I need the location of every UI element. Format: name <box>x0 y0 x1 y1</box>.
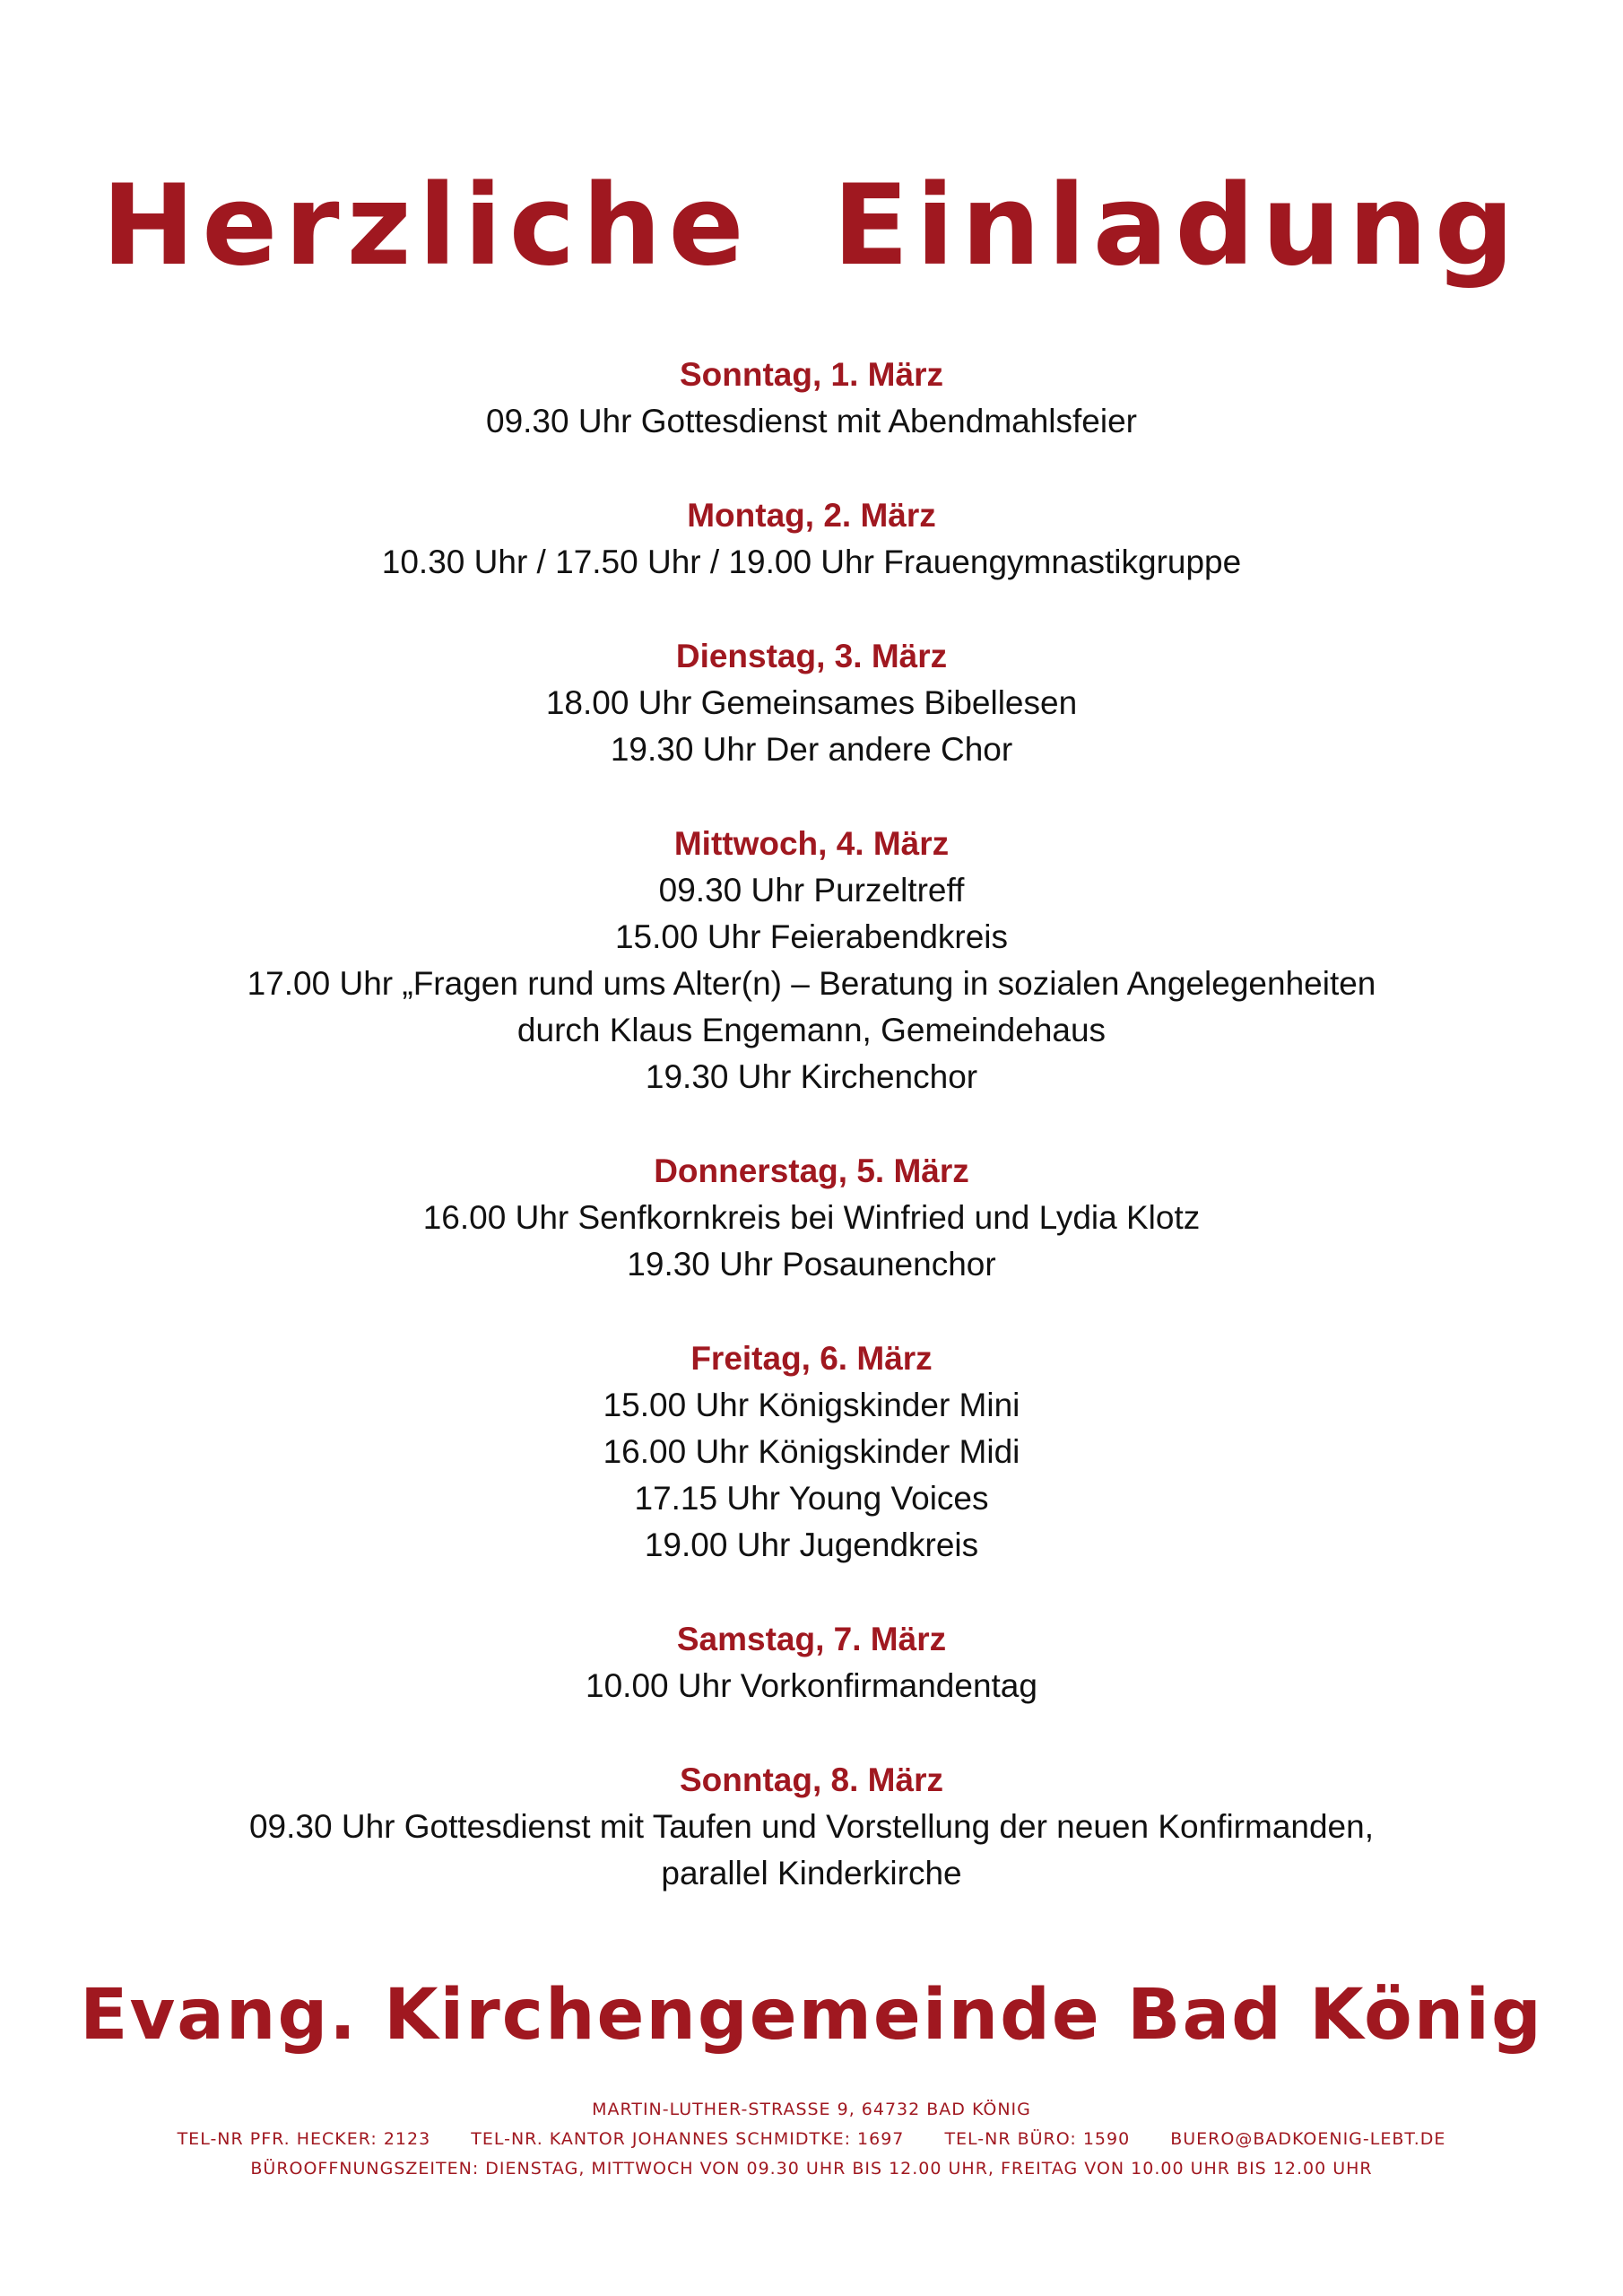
contact-block <box>0 2095 1623 2184</box>
event-line: parallel Kinderkirche <box>661 1855 962 1892</box>
day-title: Sonntag, 1. März <box>680 356 943 393</box>
day-title: Donnerstag, 5. März <box>654 1152 969 1189</box>
address: MARTIN-LUTHER-STRASSE 9, 64732 BAD KÖNIG <box>592 2100 1031 2119</box>
day-title: Freitag, 6. März <box>690 1340 933 1377</box>
day-block <box>0 1757 1623 1897</box>
page-title: Herzliche Einladung <box>101 161 1522 291</box>
phone-pastor: TEL-NR PFR. HECKER: 2123 <box>177 2129 431 2149</box>
event-line: 17.15 Uhr Young Voices <box>634 1480 989 1517</box>
weekly-schedule <box>0 352 1623 1944</box>
email-link[interactable]: BUERO@BADKOENIG-LEBT.DE <box>1170 2129 1446 2149</box>
day-block <box>0 1616 1623 1709</box>
day-block <box>0 492 1623 586</box>
event-line: durch Klaus Engemann, Gemeindehaus <box>516 1012 1107 1048</box>
event-line: 18.00 Uhr Gemeinsames Bibellesen <box>545 684 1078 721</box>
day-block <box>0 633 1623 773</box>
event-line: 17.00 Uhr „Fragen rund ums Alter(n) – Beratung in sozialen Angelegenheiten <box>247 965 1376 1002</box>
office-hours-row <box>0 2154 1623 2184</box>
phone-cantor: TEL-NR. KANTOR JOHANNES SCHMIDTKE: 1697 <box>471 2129 905 2149</box>
event-line: 19.30 Uhr Der andere Chor <box>610 731 1013 768</box>
event-line: 09.30 Uhr Purzeltreff <box>658 872 965 909</box>
day-block <box>0 821 1623 1100</box>
event-line: 10.00 Uhr Vorkonfirmandentag <box>586 1667 1037 1704</box>
event-line: 09.30 Uhr Gottesdienst mit Taufen und Vorstellung der neuen Konfirmanden, <box>248 1808 1374 1845</box>
event-line: 19.30 Uhr Kirchenchor <box>645 1058 978 1095</box>
event-line: 15.00 Uhr Feierabendkreis <box>614 918 1009 955</box>
day-title: Dienstag, 3. März <box>675 638 948 674</box>
day-title: Samstag, 7. März <box>676 1621 947 1657</box>
phone-office: TEL-NR BÜRO: 1590 <box>944 2129 1131 2149</box>
event-line: 09.30 Uhr Gottesdienst mit Abendmahlsfeier <box>486 403 1137 439</box>
event-line: 15.00 Uhr Königskinder Mini <box>603 1387 1020 1423</box>
day-title: Montag, 2. März <box>687 497 936 534</box>
address-row <box>0 2095 1623 2125</box>
event-line: 16.00 Uhr Senfkornkreis bei Winfried und Lydia Klotz <box>422 1199 1201 1236</box>
day-block <box>0 1335 1623 1569</box>
event-line: 16.00 Uhr Königskinder Midi <box>603 1433 1020 1470</box>
day-block <box>0 352 1623 445</box>
day-title: Mittwoch, 4. März <box>673 825 950 862</box>
event-line: 10.30 Uhr / 17.50 Uhr / 19.00 Uhr Frauengymnastikgruppe <box>381 544 1242 580</box>
day-title: Sonntag, 8. März <box>680 1761 943 1798</box>
day-block <box>0 1148 1623 1288</box>
office-hours: BÜROOFFNUNGSZEITEN: DIENSTAG, MITTWOCH VON 09.30 UHR BIS 12.00 UHR, FREITAG VON 10.00 UHR BIS 12.00 UHR <box>250 2159 1373 2179</box>
event-line: 19.00 Uhr Jugendkreis <box>644 1526 979 1563</box>
event-line: 19.30 Uhr Posaunenchor <box>627 1246 996 1283</box>
parish-name: Evang. Kirchengemeinde Bad König <box>80 1975 1543 2056</box>
phone-row <box>0 2125 1623 2154</box>
